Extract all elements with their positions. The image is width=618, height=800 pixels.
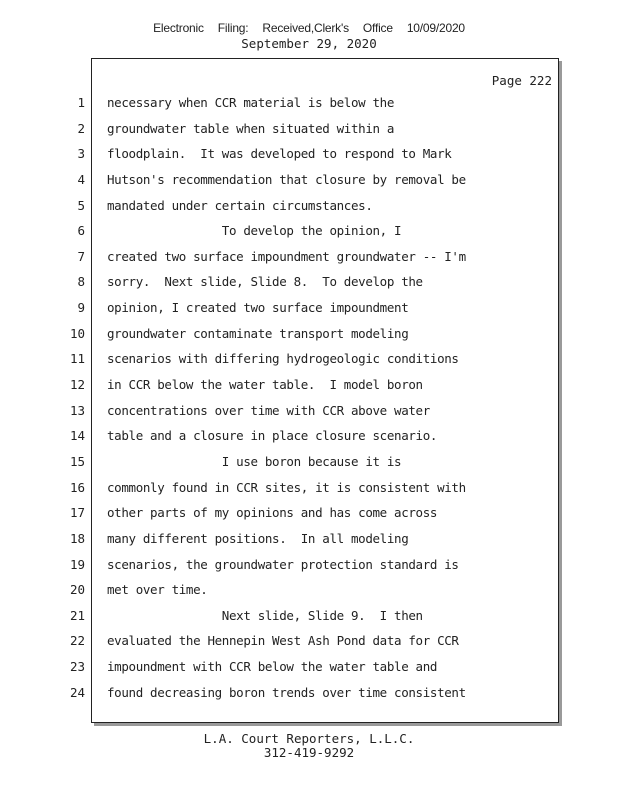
line-number: 24	[69, 684, 85, 700]
line-number: 15	[69, 453, 85, 469]
transcript-line: mandated under certain circumstances.	[107, 197, 373, 213]
line-number: 10	[69, 325, 85, 341]
line-number: 6	[77, 223, 85, 239]
transcript-line: many different positions. In all modeling	[107, 530, 409, 546]
line-number: 7	[77, 248, 85, 264]
line-number: 8	[77, 274, 85, 290]
transcript-line: Next slide, Slide 9. I then	[107, 607, 423, 623]
line-number: 13	[69, 402, 85, 418]
line-number: 16	[69, 479, 85, 495]
line-number: 18	[69, 530, 85, 546]
transcript-line: I use boron because it is	[107, 453, 402, 469]
transcript-line: Hutson's recommendation that closure by removal be	[107, 171, 466, 187]
transcript-line: sorry. Next slide, Slide 8. To develop the	[107, 274, 423, 290]
transcript-line: impoundment with CCR below the water table and	[107, 659, 438, 675]
line-number: 19	[69, 556, 85, 572]
line-number: 2	[77, 120, 85, 136]
transcript-line: concentrations over time with CCR above water	[107, 402, 430, 418]
transcript-line: groundwater table when situated within a	[107, 120, 395, 136]
transcript-line: To develop the opinion, I	[107, 223, 402, 239]
transcript-line: table and a closure in place closure scenario.	[107, 428, 438, 444]
line-number: 5	[77, 197, 85, 213]
transcript-date: September 29, 2020	[241, 36, 377, 51]
transcript-text	[107, 95, 547, 710]
transcript-line: necessary when CCR material is below the	[107, 95, 395, 110]
line-number: 14	[69, 428, 85, 444]
stamp-word: Received,Clerk's	[262, 21, 349, 35]
transcript-line: other parts of my opinions and has come across	[107, 505, 438, 521]
footer	[0, 732, 618, 760]
stamp-word: Electronic	[153, 21, 204, 35]
line-number: 23	[69, 659, 85, 675]
transcript-line: met over time.	[107, 582, 208, 598]
stamp-word: 10/09/2020	[406, 21, 465, 35]
transcript-line: in CCR below the water table. I model boron	[107, 377, 423, 393]
line-number: 17	[69, 505, 85, 521]
line-number: 9	[77, 300, 85, 316]
transcript-line: found decreasing boron trends over time consistent	[107, 684, 466, 700]
transcript-line: opinion, I created two surface impoundment	[107, 300, 409, 316]
line-number: 21	[69, 607, 85, 623]
transcript-line: scenarios, the groundwater protection standard is	[107, 556, 459, 572]
stamp-word: Filing:	[217, 21, 249, 35]
transcript-line: evaluated the Hennepin West Ash Pond data for CCR	[107, 633, 459, 649]
transcript-line: commonly found in CCR sites, it is consistent with	[107, 479, 466, 495]
line-number: 3	[77, 146, 85, 162]
line-number: 1	[77, 95, 85, 110]
stamp-word: Office	[362, 21, 393, 35]
filing-stamp	[0, 21, 618, 35]
line-number: 22	[69, 633, 85, 649]
reporter-company: L.A. Court Reporters, L.L.C.	[203, 731, 415, 746]
line-number: 20	[69, 582, 85, 598]
transcript-line: scenarios with differing hydrogeologic conditions	[107, 351, 459, 367]
transcript-line: created two surface impoundment groundwater -- I'm	[107, 248, 466, 264]
page-number: Page 222	[491, 73, 552, 88]
line-number: 12	[69, 377, 85, 393]
transcript-line: floodplain. It was developed to respond to Mark	[107, 146, 452, 162]
transcript-line: groundwater contaminate transport modeling	[107, 325, 409, 341]
line-number-column	[60, 95, 85, 710]
reporter-phone: 312-419-9292	[263, 745, 355, 760]
line-number: 11	[69, 351, 85, 367]
line-number: 4	[77, 171, 85, 187]
